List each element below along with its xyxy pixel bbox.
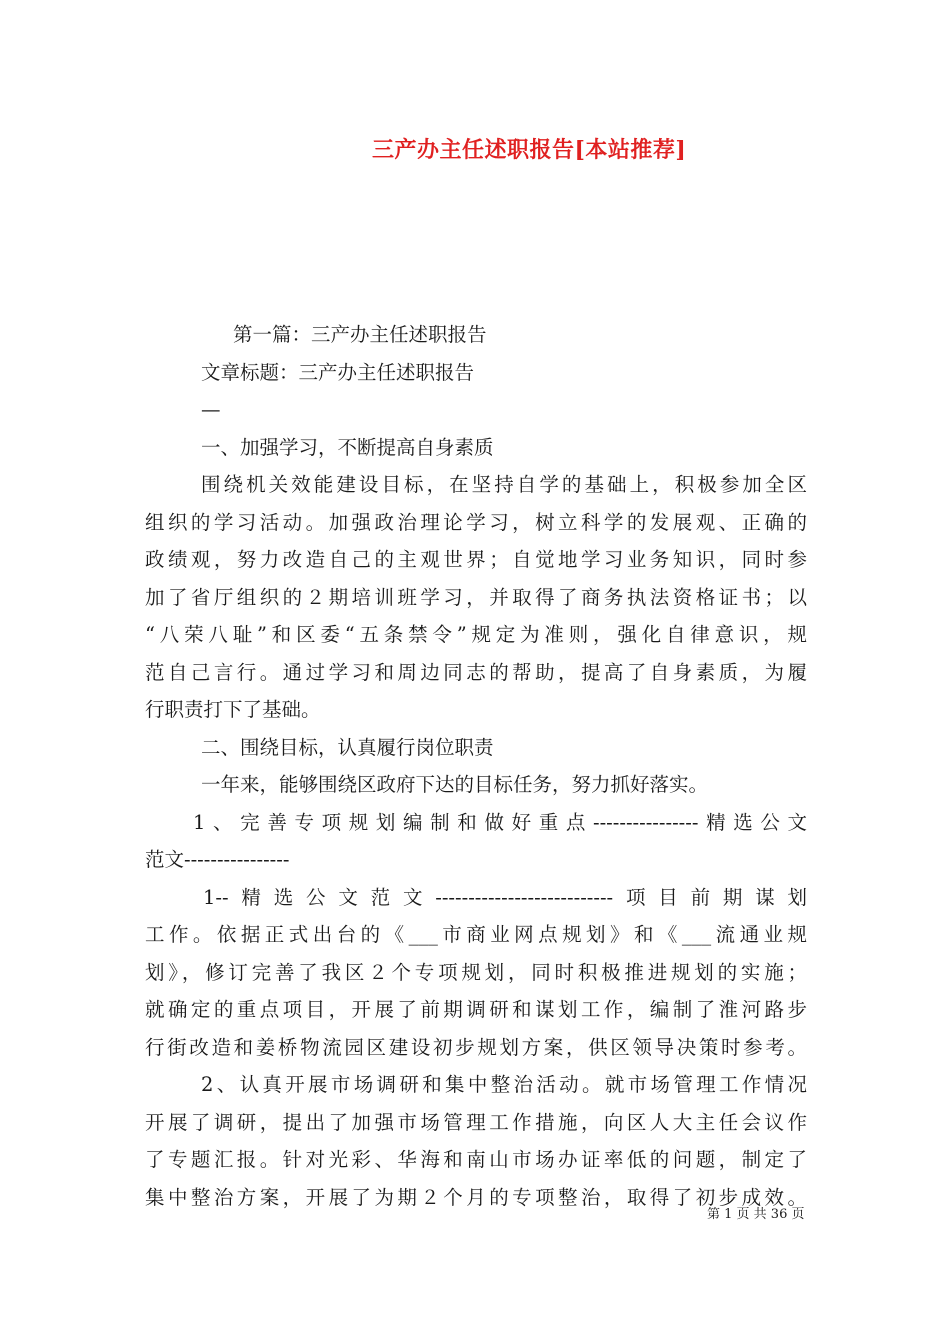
paragraph-line: 划》，修订完善了我区２个专项规划，同时积极推进规划的实施； — [145, 960, 807, 984]
paragraph-line: 集中整治方案，开展了为期２个月的专项整治，取得了初步成效。 — [145, 1185, 807, 1209]
paragraph-line: 围绕机关效能建设目标，在坚持自学的基础上，积极参加全区 — [201, 473, 807, 496]
paragraph-line: “八荣八耻”和区委“五条禁令”规定为准则，强化自律意识，规 — [145, 623, 807, 646]
paragraph-line: 一年来，能够围绕区政府下达的目标任务，努力抓好落实。 — [201, 773, 709, 796]
list-item-line: 1--精选公文范文---------------------------项目前期谋划 — [203, 885, 807, 909]
paragraph-line: 政绩观，努力改造自己的主观世界；自觉地学习业务知识，同时参 — [145, 548, 807, 571]
article-title-line: 文章标题：三产办主任述职报告 — [201, 360, 475, 384]
page-number-footer: 第 1 页 共 36 页 — [707, 1207, 805, 1222]
paragraph-line: 加了省厅组织的２期培训班学习，并取得了商务执法资格证书；以 — [145, 585, 807, 609]
paragraph-line: 行职责打下了基础。 — [145, 698, 321, 721]
paragraph-line: 行街改造和姜桥物流园区建设初步规划方案，供区领导决策时参考。 — [145, 1035, 807, 1059]
list-item-line: 1、完善专项规划编制和做好重点----------------精选公文 — [193, 810, 807, 834]
document-title: 三产办主任述职报告[本站推荐] — [372, 137, 687, 163]
paragraph-line: 就确定的重点项目，开展了前期调研和谋划工作，编制了淮河路步 — [145, 998, 807, 1021]
paragraph-line: 开展了调研，提出了加强市场管理工作措施，向区人大主任会议作 — [145, 1110, 807, 1134]
paragraph-line: 组织的学习活动。加强政治理论学习，树立科学的发展观、正确的 — [145, 510, 807, 534]
paragraph-line: 范自己言行。通过学习和周边同志的帮助，提高了自身素质，为履 — [145, 660, 807, 684]
section-heading-2: 二、围绕目标，认真履行岗位职责 — [201, 735, 494, 759]
paragraph-line: 范文---------------- — [145, 848, 290, 871]
paragraph-line: 了专题汇报。针对光彩、华海和南山市场办证率低的问题，制定了 — [145, 1148, 807, 1171]
list-item-line: 2、认真开展市场调研和集中整治活动。就市场管理工作情况 — [201, 1073, 807, 1096]
section-heading-1: 一、加强学习，不断提高自身素质 — [201, 435, 494, 459]
document-body — [145, 316, 807, 1216]
chapter-heading: 第一篇：三产办主任述职报告 — [233, 323, 487, 346]
dash-separator: — — [201, 398, 221, 421]
paragraph-line: 工作。依据正式出台的《___市商业网点规划》和《___流通业规 — [145, 923, 807, 946]
